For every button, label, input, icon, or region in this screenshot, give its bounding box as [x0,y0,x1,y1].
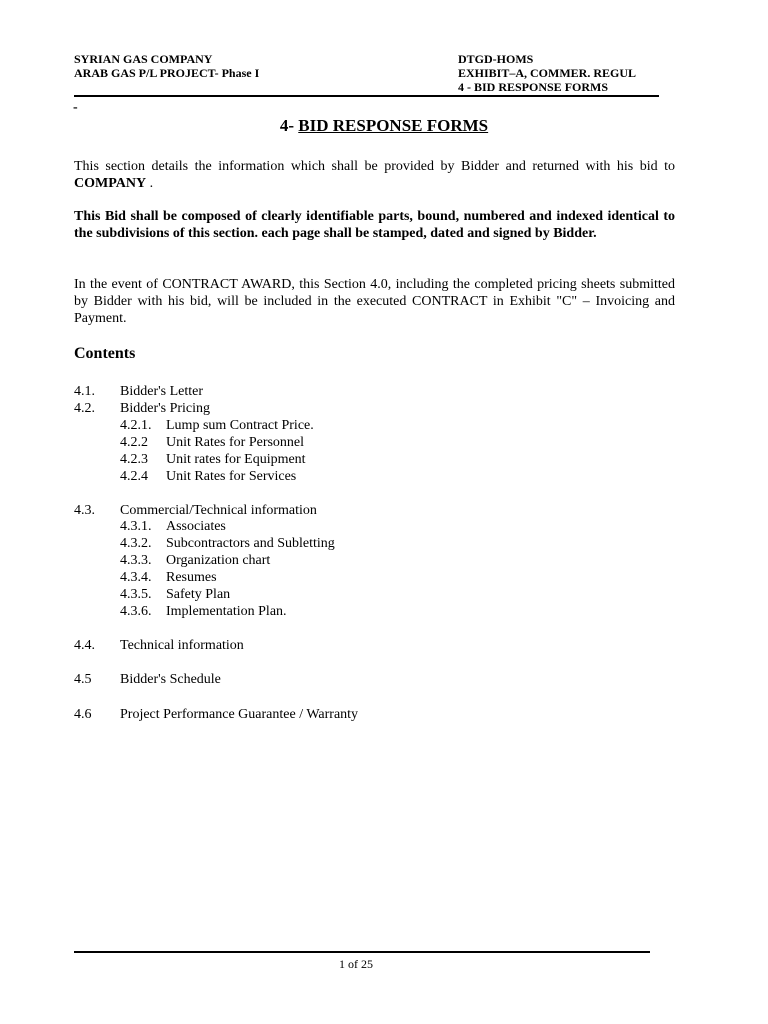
section-name: 4 - BID RESPONSE FORMS [458,80,609,94]
contents-item-number: 4.6 [74,707,92,722]
contents-item-label: Bidder's Pricing [120,401,211,416]
bid-composition-paragraph: This Bid shall be composed of clearly identifiable parts, bound, numbered and indexed identical to the subdivisions of this section. each page shall be stamped, dated and signed by Bidder. [74,209,675,241]
project-name: ARAB GAS P/L PROJECT- Phase I [74,66,260,80]
footer-divider [74,951,650,953]
contents-item-label: Lump sum Contract Price. [166,418,314,433]
title-prefix: 4- [279,116,299,135]
contents-item-number: 4.3.6. [120,604,152,619]
contents-item-label: Bidder's Letter [120,384,203,399]
contents-item-label: Technical information [120,638,244,653]
exhibit-name: EXHIBIT–A, COMMER. REGUL [458,66,637,80]
contents-item-number: 4.3.1. [120,519,152,534]
contents-item-number: 4.2. [74,401,95,416]
header-divider [74,95,659,97]
document-code: DTGD-HOMS [458,52,534,66]
intro-end: . [146,176,154,191]
contents-item-label: Associates [166,519,226,534]
contents-item-label: Safety Plan [166,587,231,602]
contents-item-number: 4.1. [74,384,95,399]
contents-item-label: Implementation Plan. [166,604,287,619]
contents-item-label: Subcontractors and Subletting [166,536,335,551]
intro-company: COMPANY [74,176,147,191]
contents-heading: Contents [74,345,136,362]
contents-item-number: 4.2.2 [120,435,148,450]
contents-item-number: 4.2.1. [120,418,152,433]
contents-item-number: 4.5 [74,672,92,687]
dash-mark: - [73,100,78,115]
contents-item-number: 4.2.4 [120,469,148,484]
page-number: 1 of 25 [339,957,373,971]
contents-item-number: 4.3.4. [120,570,152,585]
intro-paragraph [74,158,675,192]
contents-item-label: Unit Rates for Services [166,469,297,484]
page-title [0,116,768,136]
contents-item-label: Commercial/Technical information [120,503,317,518]
contents-item-number: 4.4. [74,638,95,653]
contents-item-number: 4.2.3 [120,452,148,467]
header-right [458,52,636,94]
contents-item-label: Project Performance Guarantee / Warranty [120,707,359,722]
contents-item-number: 4.3.3. [120,553,152,568]
contents-item-label: Unit Rates for Personnel [166,435,305,450]
header-left [74,52,259,80]
contents-item-number: 4.3.2. [120,536,152,551]
contents-item-number: 4.3. [74,503,95,518]
title-text: BID RESPONSE FORMS [298,116,489,135]
contract-award-paragraph: In the event of CONTRACT AWARD, this Section 4.0, including the completed pricing sheets submitted by Bidder with his bid, will be included in the executed CONTRACT in Exhibit "C" – Invoicing and Payment. [74,277,675,326]
contents-item-label: Unit rates for Equipment [166,452,306,467]
contents-item-label: Resumes [166,570,217,585]
contents-item-label: Organization chart [166,553,271,568]
contents-item-number: 4.3.5. [120,587,152,602]
intro-text: This section details the information which shall be provided by Bidder and returned with his bid to [74,159,675,174]
contents-item-label: Bidder's Schedule [120,672,221,687]
company-name: SYRIAN GAS COMPANY [74,52,213,66]
